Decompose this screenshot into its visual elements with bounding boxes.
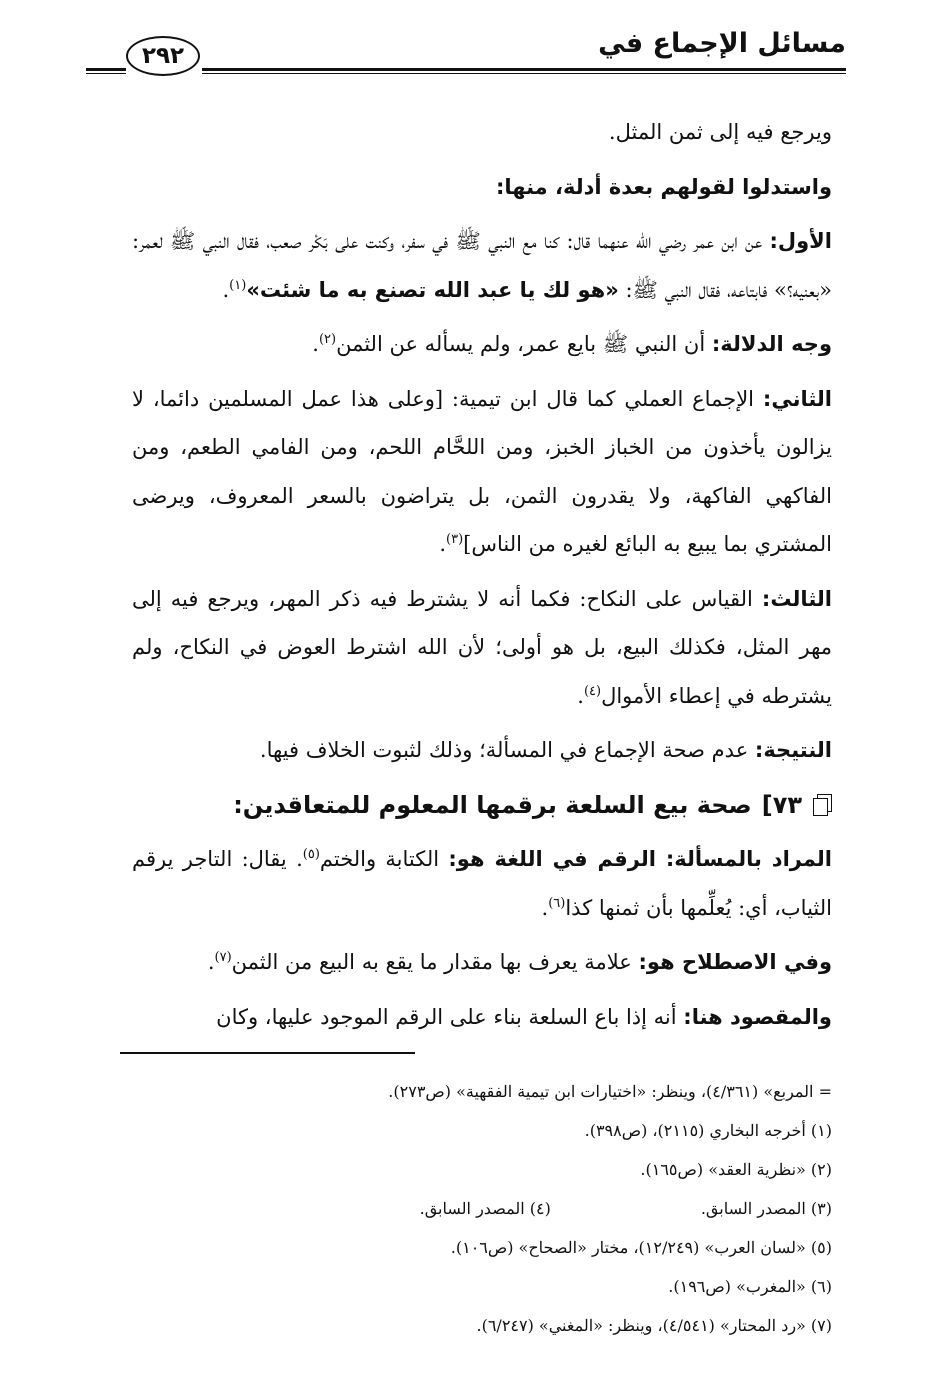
page-header bbox=[86, 22, 846, 82]
section-number: ٧٣] bbox=[761, 790, 802, 819]
paragraph-label: والمقصود هنا: bbox=[683, 1004, 832, 1029]
paragraph-label: وفي الاصطلاح هو: bbox=[638, 950, 832, 974]
footnote-ref: (٥) bbox=[302, 847, 320, 862]
main-text bbox=[132, 108, 832, 1047]
footnote-ref: (٢) bbox=[318, 332, 337, 347]
paragraph: ويرجع فيه إلى ثمن المثل. bbox=[608, 120, 832, 144]
paragraph-label: واستدلوا لقولهم بعدة أدلة، منها: bbox=[495, 174, 832, 199]
footnote-5: (٥) «لسان العرب» (١٢/٢٤٩)، مختار «الصحاح» (ص١٠٦). bbox=[450, 1238, 832, 1257]
footnote-ref: (٦) bbox=[548, 895, 566, 911]
footnote-4: (٤) المصدر السابق. bbox=[419, 1199, 551, 1218]
footnote-6: (٦) «المغرب» (ص١٩٦). bbox=[668, 1277, 832, 1296]
paragraph: الثالث: القياس على النكاح: فكما أنه لا يشترط فيه ذكر المهر، ويرجع فيه إلى مهر المثل، فكذلك البيع، بل هو أولى؛ لأن الله اشترط العوض في النكاح، ولم يشترطه في إعطاء الأموال$^{(٤)}$. bbox=[132, 586, 832, 708]
paragraph: المراد بالمسألة: الرقم في اللغة هو: الكتابة والختم$^{(٥)}$. يقال: التاجر يرقم الثياب، أي: يُعلِّمها بأن ثمنها كذا$^{(٦)}$. bbox=[132, 847, 832, 920]
documents-icon bbox=[812, 794, 832, 816]
paragraph-label: وجه الدلالة: bbox=[711, 332, 832, 356]
paragraph: الثاني: الإجماع العملي كما قال ابن تيمية: [وعلى هذا عمل المسلمين دائما، لا يزالون يأخذون من الخباز الخبز، ومن اللحَّام اللحم، ومن الفامي الطعم، ومن الفاكهي الفاكهة، ولا يقدرون الثمن، بل يتراضون بالسعر المعروف، ويرضى المشتري بما يبيع به البائع لغيره من الناس]$^{(٣)}$. bbox=[132, 386, 832, 556]
footnote-separator bbox=[120, 1052, 415, 1054]
paragraph: وفي الاصطلاح هو: علامة يعرف بها مقدار ما يقع به البيع من الثمن$^{(٧)}$. bbox=[207, 950, 832, 974]
footnote-3: (٣) المصدر السابق. bbox=[700, 1199, 832, 1218]
paragraph: الأول: عن ابن عمر رضي الله عنهما قال: كنا مع النبي ﷺ في سفر، وكنت على بَكْر صعب، فقال النبي ﷺ لعمر: «بعنيه؟» فابتاعه، فقال النبي ﷺ: «هو لك يا عبد الله تصنع به ما شئت»$^{(١)}$. bbox=[132, 229, 832, 302]
section-heading bbox=[132, 781, 832, 830]
page-number: ٢٩٢ bbox=[126, 36, 200, 76]
footnote-ref: (٤) bbox=[583, 683, 602, 699]
paragraph-label: النتيجة: bbox=[754, 738, 832, 762]
paragraph: وجه الدلالة: أن النبي ﷺ بايع عمر، ولم يسأله عن الثمن$^{(٢)}$. bbox=[312, 332, 832, 356]
paragraph: النتيجة: عدم صحة الإجماع في المسألة؛ وذلك لثبوت الخلاف فيها. bbox=[259, 738, 832, 762]
footnote-continued: = المربع» (٤/٣٦١)، وينظر: «اختيارات ابن تيمية الفقهية» (ص٢٧٣). bbox=[388, 1082, 832, 1101]
paragraph-label: الثالث: bbox=[761, 586, 832, 611]
footnote-2: (٢) «نظرية العقد» (ص١٦٥). bbox=[640, 1160, 832, 1179]
hadith-quote: «هو لك يا عبد الله تصنع به ما شئت» bbox=[246, 277, 619, 302]
paragraph-label: الأول: bbox=[769, 229, 832, 253]
page-number-badge bbox=[126, 36, 202, 76]
footnotes bbox=[132, 1072, 832, 1345]
footnote-ref: (١) bbox=[229, 277, 247, 293]
paragraph-label: الثاني: bbox=[762, 386, 832, 411]
footnote-7: (٧) «رد المحتار» (٤/٥٤١)، وينظر: «المغني» (٦/٢٤٧). bbox=[476, 1316, 832, 1335]
paragraph bbox=[132, 163, 832, 212]
section-title: صحة بيع السلعة برقمها المعلوم للمتعاقدين: bbox=[233, 790, 752, 819]
footnote-row bbox=[132, 1189, 832, 1228]
running-title: مسائل الإجماع في bbox=[588, 22, 846, 66]
paragraph-label: المراد بالمسألة: الرقم في اللغة هو: bbox=[448, 847, 832, 871]
paragraph: والمقصود هنا: أنه إذا باع السلعة بناء على الرقم الموجود عليها، وكان bbox=[216, 1004, 832, 1029]
footnote-ref: (٣) bbox=[446, 532, 464, 547]
footnote-1: (١) أخرجه البخاري (٢١١٥)، (ص٣٩٨). bbox=[584, 1121, 832, 1140]
footnote-ref: (٧) bbox=[214, 950, 232, 965]
